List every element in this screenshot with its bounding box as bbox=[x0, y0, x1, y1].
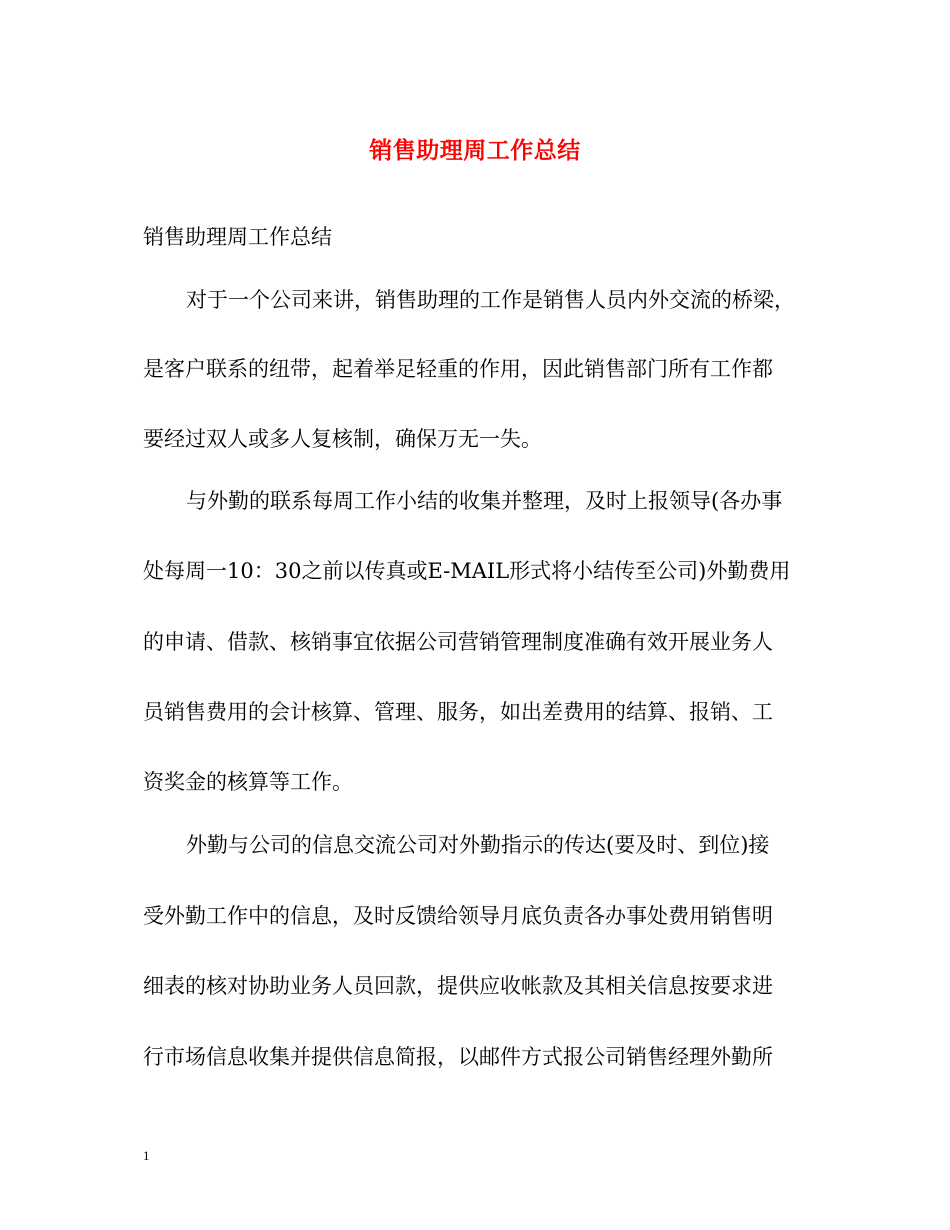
paragraph-line: 是客户联系的纽带，起着举足轻重的作用，因此销售部门所有工作都 bbox=[143, 357, 773, 381]
paragraph-line: 资奖金的核算等工作。 bbox=[143, 770, 353, 794]
paragraph-line: 与外勤的联系每周工作小结的收集并整理，及时上报领导(各办事 bbox=[186, 489, 783, 513]
paragraph-line: 细表的核对协助业务人员回款，提供应收帐款及其相关信息按要求进 bbox=[143, 974, 773, 998]
paragraph-line: 员销售费用的会计核算、管理、服务，如出差费用的结算、报销、工 bbox=[143, 700, 773, 724]
paragraph-line: 要经过双人或多人复核制，确保万无一失。 bbox=[143, 427, 542, 451]
paragraph-line: 受外勤工作中的信息，及时反馈给领导月底负责各办事处费用销售明 bbox=[143, 904, 773, 928]
paragraph-line: 对于一个公司来讲，销售助理的工作是销售人员内外交流的桥梁， bbox=[186, 288, 795, 312]
paragraph-line: 行市场信息收集并提供信息简报，以邮件方式报公司销售经理外勤所 bbox=[143, 1045, 773, 1069]
page-number: 1 bbox=[143, 1148, 150, 1163]
document-title: 销售助理周工作总结 bbox=[369, 137, 581, 164]
paragraph-line: 的申请、借款、核销事宜依据公司营销管理制度准确有效开展业务人 bbox=[143, 630, 773, 654]
paragraph-line: 处每周一10：30之前以传真或E-MAIL形式将小结传至公司)外勤费用 bbox=[143, 559, 791, 583]
document-subtitle: 销售助理周工作总结 bbox=[143, 225, 332, 249]
paragraph-line: 外勤与公司的信息交流公司对外勤指示的传达(要及时、到位)接 bbox=[186, 833, 770, 857]
